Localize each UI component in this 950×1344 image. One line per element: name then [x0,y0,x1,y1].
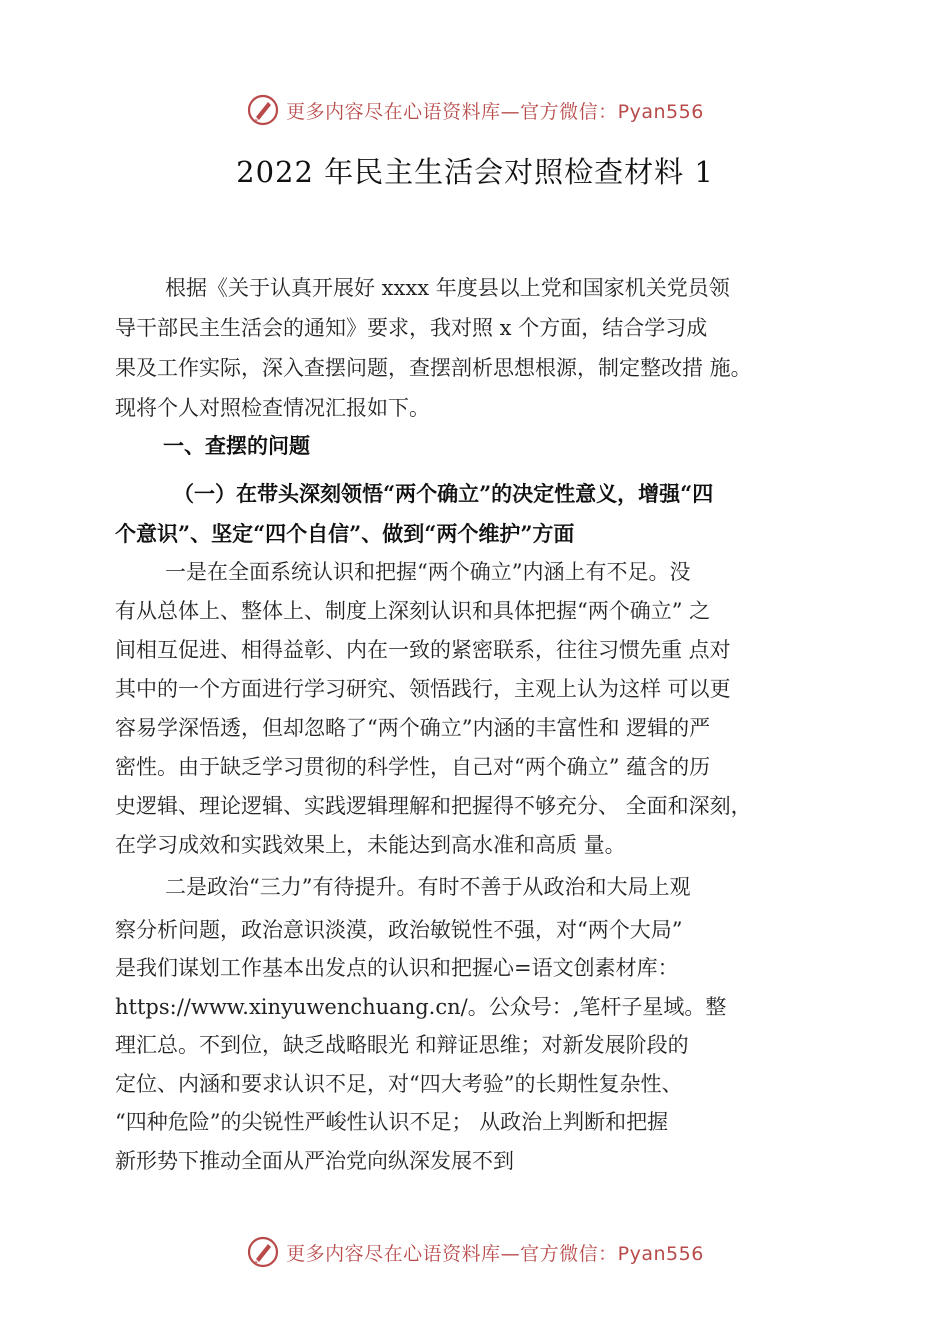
paragraph-line: 有从总体上、整体上、制度上深刻认识和具体把握“两个确立” 之 [115,599,711,623]
bottom-watermark-banner [0,1232,950,1272]
watermark-text: 更多内容尽在心语资料库—官方微信：Pyan556 [286,100,704,123]
paragraph-line: 密性。由于缺乏学习贯彻的科学性，自己对“两个确立” 蕴含的历 [115,755,711,779]
subsection-heading-line: （一）在带头深刻领悟“两个确立”的决定性意义，增强“四 [173,481,714,506]
pen-seal-icon [246,1235,280,1269]
paragraph-line: 是我们谋划工作基本出发点的认识和把握心=语文创素材库： [115,956,679,980]
paragraph-line: 定位、内涵和要求认识不足，对“四大考验”的长期性复杂性、 [115,1071,683,1096]
intro-line: 根据《关于认真开展好 xxxx 年度县以上党和国家机关党员领 [165,276,730,300]
watermark-text: 更多内容尽在心语资料库—官方微信：Pyan556 [286,1242,704,1265]
paragraph-1 [115,553,845,865]
paragraph-line: 新形势下推动全面从严治党向纵深发展不到 [115,1148,514,1173]
section-heading: 一、查摆的问题 [163,434,310,458]
paragraph-line: 其中的一个方面进行学习研究、领悟践行，主观上认为这样 可以更 [115,677,731,701]
intro-paragraph [115,268,845,428]
paragraph-line: “四种危险”的尖锐性严峻性认识不足； 从政治上判断和把握 [115,1110,669,1134]
paragraph-line: 容易学深悟透，但却忽略了“两个确立”内涵的丰富性和 逻辑的严 [115,716,711,740]
paragraph-line: 理汇总。不到位，缺乏战略眼光 和辩证思维；对新发展阶段的 [115,1033,689,1057]
paragraph-line: 在学习成效和实践效果上，未能达到高水准和高质 量。 [115,833,626,857]
pen-seal-icon [246,93,280,127]
intro-line: 现将个人对照检查情况汇报如下。 [115,396,430,420]
subsection-heading-line: 个意识”、坚定“四个自信”、做到“两个维护”方面 [115,521,575,546]
intro-line: 导干部民主生活会的通知》要求，我对照 x 个方面，结合学习成 [115,316,708,340]
top-watermark-banner [0,90,950,130]
paragraph-2 [115,868,845,1180]
paragraph-line: https://www.xinyuwenchuang.cn/。公众号：,笔杆子星域。整 [115,994,727,1019]
paragraph-line: 二是政治“三力”有待提升。有时不善于从政治和大局上观 [165,875,691,899]
intro-line: 果及工作实际，深入查摆问题，查摆剖析思想根源，制定整改措 施。 [115,356,752,380]
watermark-inner [246,1235,704,1269]
subsection-heading [115,474,845,554]
paragraph-line: 一是在全面系统认识和把握“两个确立”内涵上有不足。没 [165,560,691,584]
watermark-inner [246,93,704,127]
paragraph-line: 察分析问题，政治意识淡漠，政治敏锐性不强，对“两个大局” [115,917,683,942]
paragraph-line: 史逻辑、理论逻辑、实践逻辑理解和把握得不够充分、 全面和深刻， [115,794,752,818]
document-title: 2022 年民主生活会对照检查材料 1 [236,155,714,189]
paragraph-line: 间相互促进、相得益彰、内在一致的紧密联系，往往习惯先重 点对 [115,638,731,662]
